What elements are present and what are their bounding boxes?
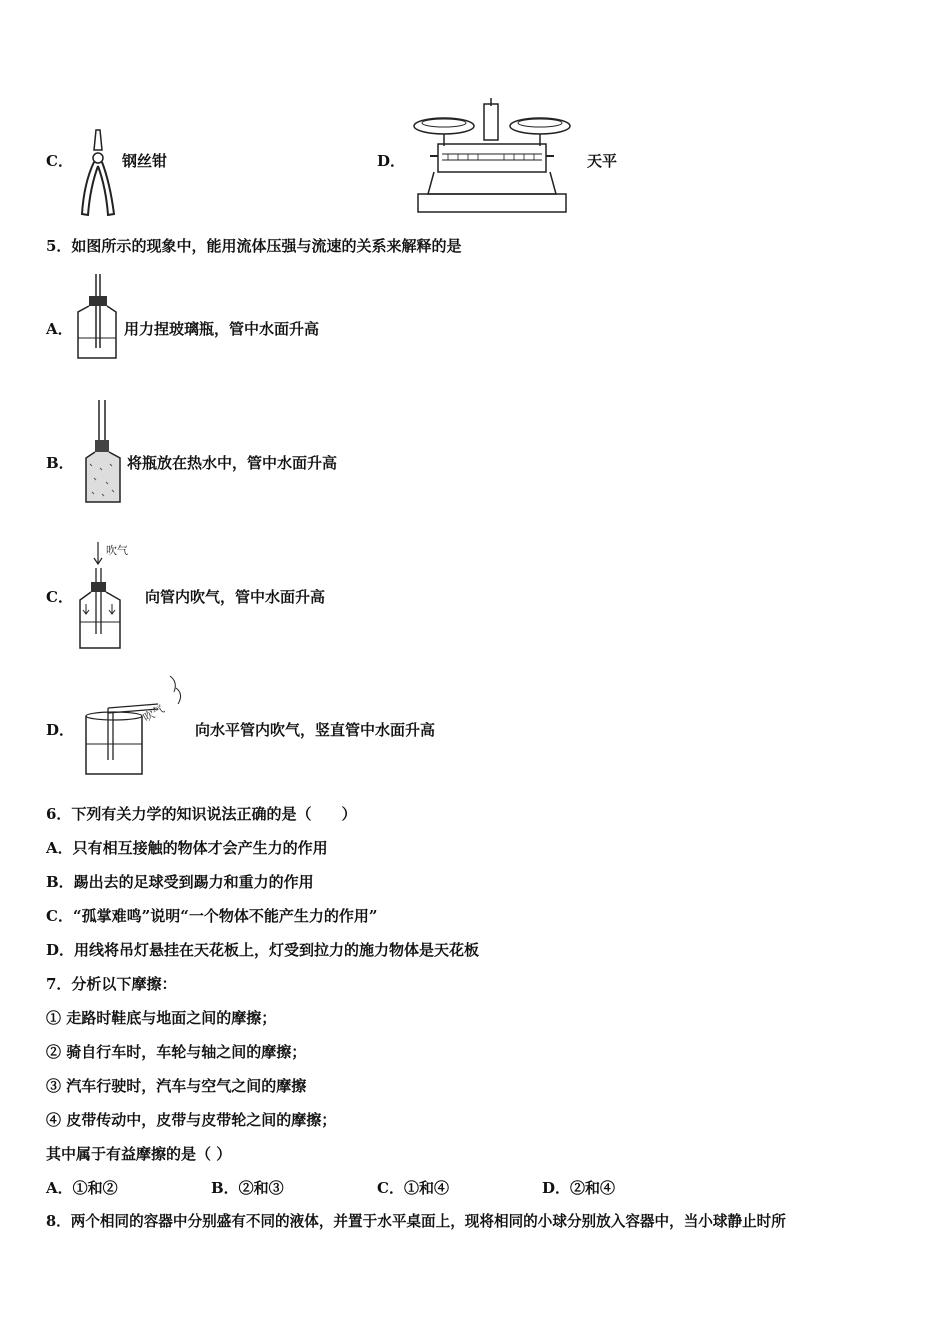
q4-option-d-text: 天平 [587,152,618,170]
squeezed-bottle-figure [72,272,122,364]
q6-option-d: D．用线将吊灯悬挂在天花板上，灯受到拉力的施力物体是天花板 [46,941,480,959]
q7-item-3: ③ 汽车行驶时，汽车与空气之间的摩擦 [46,1077,307,1095]
q7-item-1: ① 走路时鞋底与地面之间的摩擦； [46,1009,277,1027]
q4-option-c-letter: C． [46,152,73,170]
q7-choice-d: D．②和④ [542,1179,616,1197]
balance-scale-figure [408,98,576,218]
q7-stem: 7．分析以下摩擦： [46,975,177,993]
q6-option-b: B．踢出去的足球受到踢力和重力的作用 [46,873,314,891]
blow-label-d: 吹气 [141,702,167,725]
q8-stem: 8．两个相同的容器中分别盛有不同的液体，并置于水平桌面上，现将相同的小球分别放入容器中，当小球静止时所 [46,1213,786,1230]
bottle-in-hot-water-figure [80,398,126,506]
q4-option-d-letter: D． [377,152,406,170]
q5-option-c-letter: C． [46,588,73,606]
q7-choice-a: A．①和② [46,1179,118,1197]
pliers-figure [76,128,120,218]
blow-into-tube-figure [72,538,142,654]
q5-option-a-text: 用力捏玻璃瓶，管中水面升高 [124,320,320,338]
q5-option-c-text: 向管内吹气，管中水面升高 [145,588,326,606]
q6-stem: 6．下列有关力学的知识说法正确的是（ ） [46,805,357,823]
q6-option-a: A．只有相互接触的物体才会产生力的作用 [46,839,328,857]
q5-option-d-letter: D． [46,721,75,739]
q7-item-4: ④ 皮带传动中，皮带与皮带轮之间的摩擦； [46,1111,337,1129]
horizontal-tube-blow-figure [78,668,190,780]
q7-choice-c: C．①和④ [377,1179,449,1197]
q5-option-b-letter: B． [46,454,74,472]
q4-option-c-text: 钢丝钳 [122,152,168,170]
q5-option-d-text: 向水平管内吹气，竖直管中水面升高 [195,721,436,739]
q5-option-b-text: 将瓶放在热水中，管中水面升高 [127,454,338,472]
q6-option-c: C．“孤掌难鸣”说明“一个物体不能产生力的作用” [46,907,378,925]
q7-choice-b: B．②和③ [211,1179,284,1197]
q7-item-2: ② 骑自行车时，车轮与轴之间的摩擦； [46,1043,307,1061]
q5-stem: 5．如图所示的现象中，能用流体压强与流速的关系来解释的是 [46,237,462,255]
blow-label: 吹气 [106,544,128,557]
q5-option-a-letter: A． [46,320,73,338]
q7-question: 其中属于有益摩擦的是（ ） [46,1145,232,1163]
